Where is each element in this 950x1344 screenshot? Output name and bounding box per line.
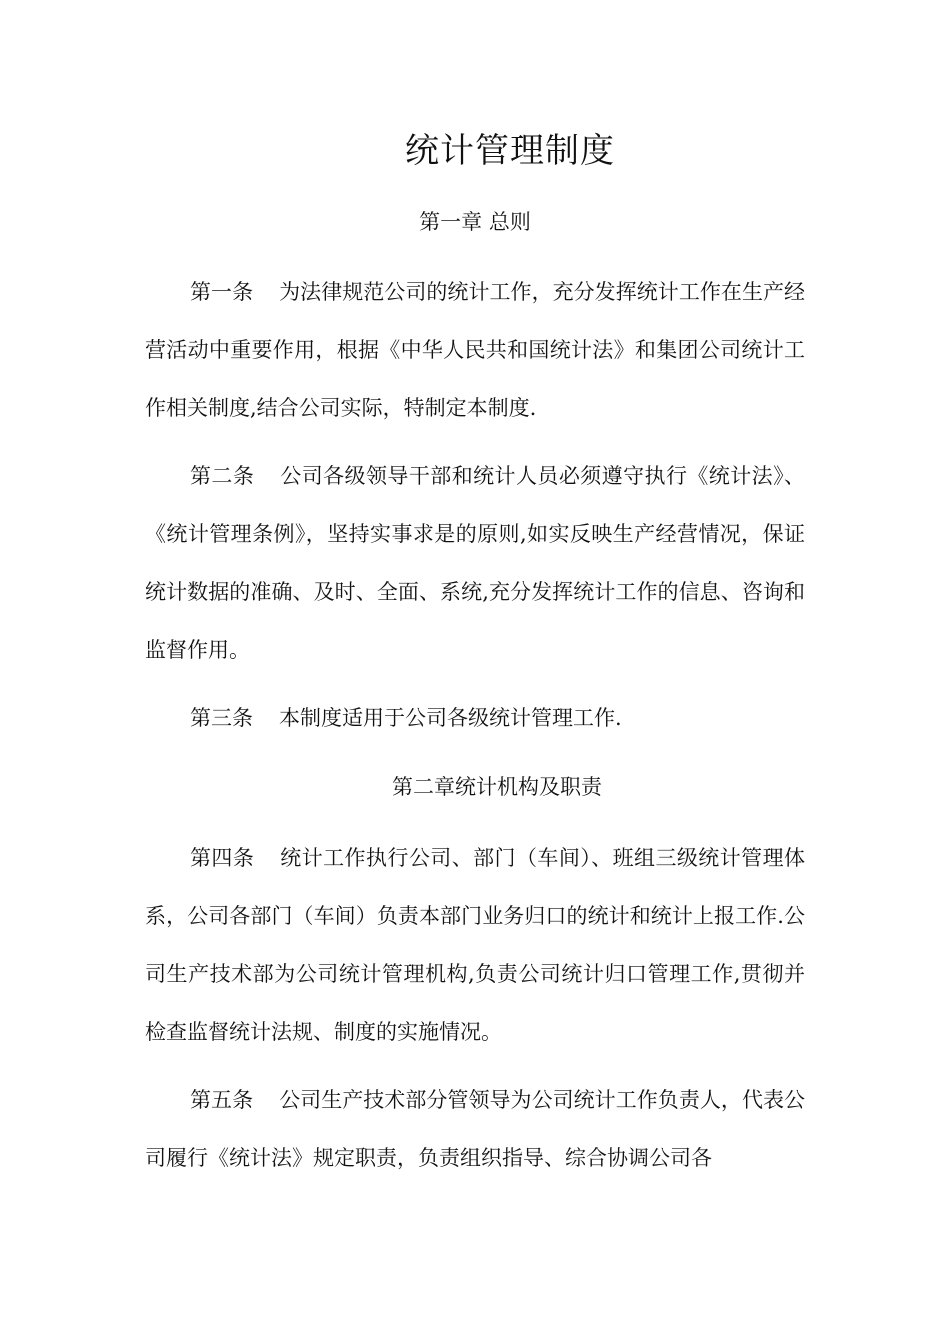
article-text: 统计工作执行公司、部门（车间）、班组三级统计管理体系，公司各部门（车间）负责本部门业务归口的统计和统计上报工作.公司生产技术部为公司统计管理机构,负责公司统计归口管理工作,贯彻并检查监督统计法规、制度的实施情况。 <box>145 846 806 1044</box>
article-2 <box>145 447 805 679</box>
chapter-heading-1: 第一章 总则 <box>419 210 531 234</box>
document-title: 统计管理制度 <box>405 131 615 171</box>
article-number: 第二条 <box>190 464 255 488</box>
chapter-heading-2: 第二章统计机构及职责 <box>392 775 602 799</box>
article-number: 第三条 <box>190 706 253 730</box>
article-number: 第四条 <box>190 846 255 870</box>
article-number: 第五条 <box>190 1088 254 1112</box>
article-4 <box>145 829 805 1061</box>
article-3 <box>145 689 805 747</box>
article-text: 为法律规范公司的统计工作，充分发挥统计工作在生产经营活动中重要作用，根据《中华人民共和国统计法》和集团公司统计工作相关制度,结合公司实际，特制定本制度. <box>145 280 806 420</box>
article-text: 公司生产技术部分管领导为公司统计工作负责人，代表公司履行《统计法》规定职责，负责组织指导、综合协调公司各 <box>145 1088 806 1170</box>
article-text: 本制度适用于公司各级统计管理工作. <box>279 706 622 730</box>
article-5 <box>145 1071 805 1187</box>
article-1 <box>145 263 805 437</box>
article-number: 第一条 <box>190 280 254 304</box>
article-text: 公司各级领导干部和统计人员必须遵守执行《统计法》、《统计管理条例》，坚持实事求是的原则,如实反映生产经营情况，保证统计数据的准确、及时、全面、系统,充分发挥统计工作的信息、咨询和监督作用。 <box>145 464 806 662</box>
